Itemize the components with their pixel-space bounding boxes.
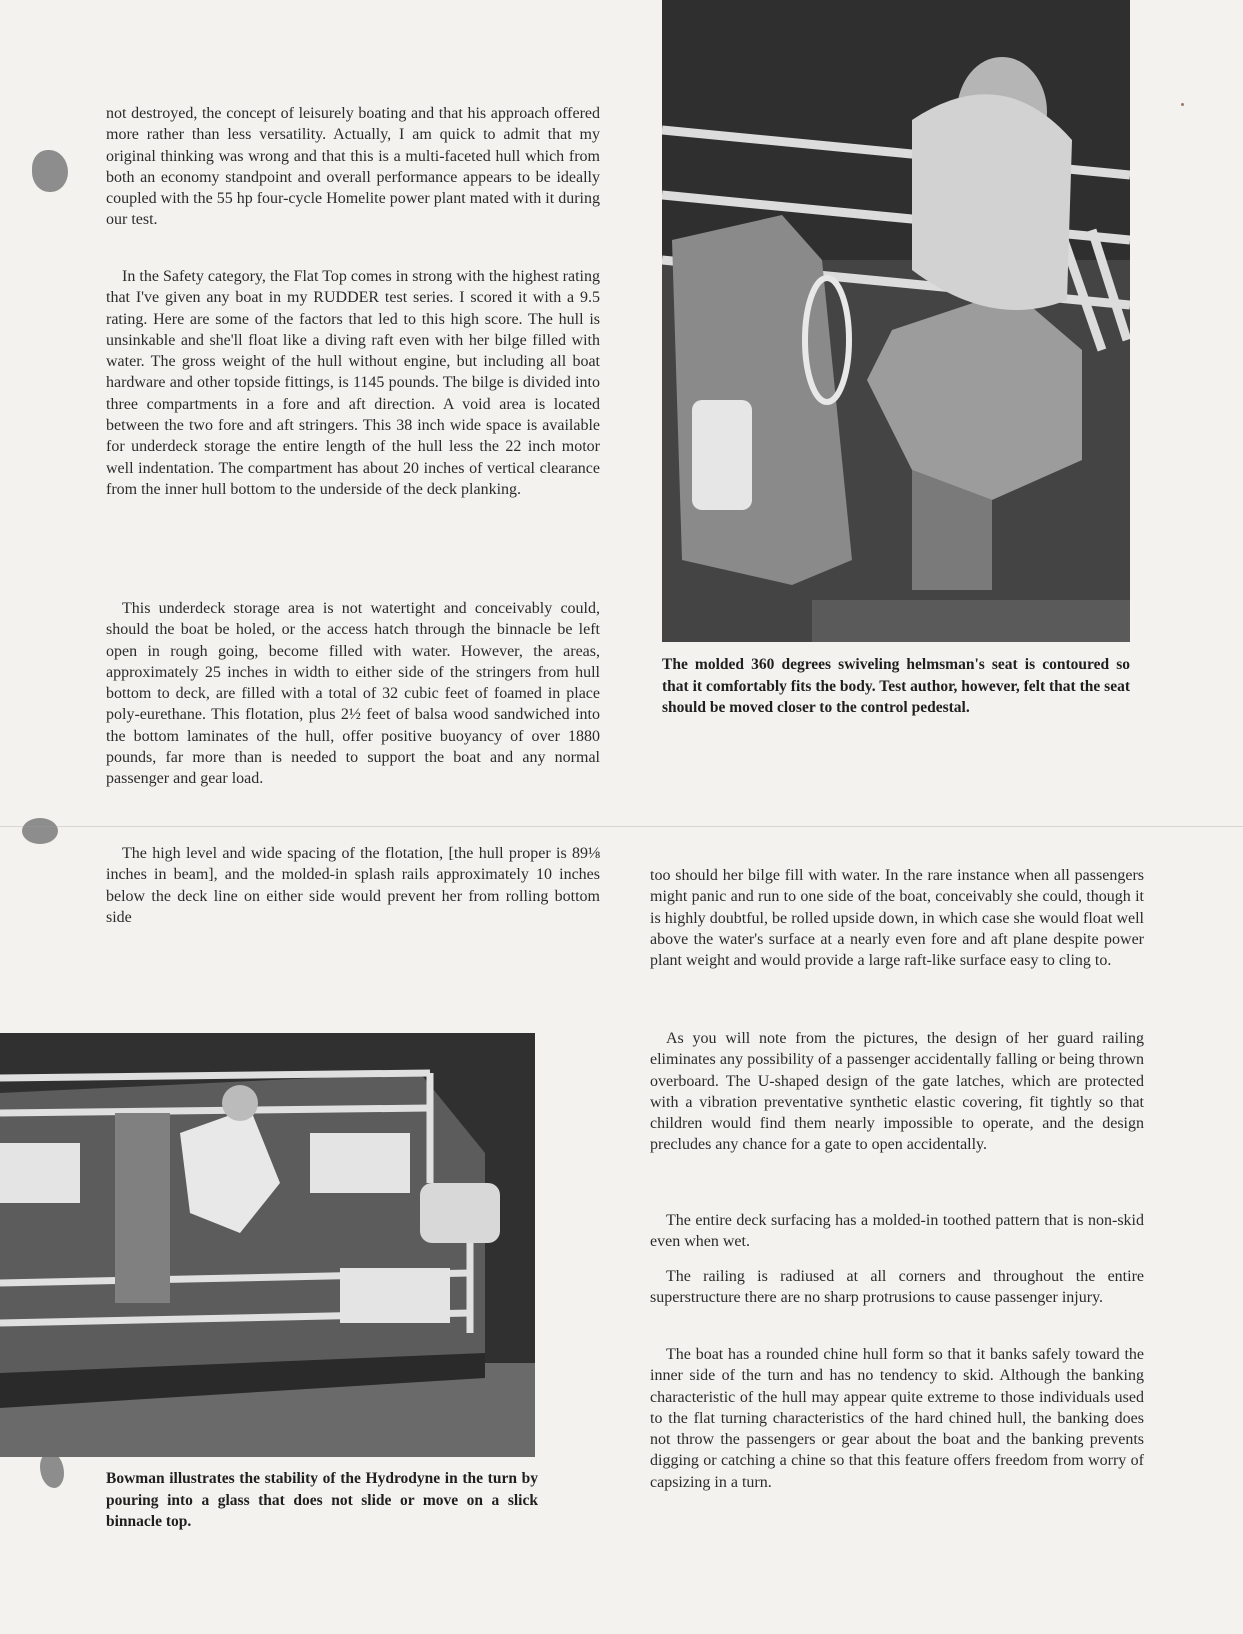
- outboard-motor: [420, 1183, 500, 1243]
- man-sweater: [912, 94, 1072, 310]
- binnacle: [115, 1113, 170, 1303]
- right-paragraph-1: too should her bilge fill with water. In the rare instance when all passengers might panic and run to one side of the boat, conceivably she could, though it is highly doubtful, be rolled upside down, in which case she would float well above the water's surface at a nearly even fore and aft plane despite power plant weight and would provide a large raft-like surface easy to cling to.: [650, 867, 1144, 970]
- right-paragraph-2: As you will note from the pictures, the design of her guard railing eliminates any possibility of a passenger accidentally falling or being thrown overboard. The U-shaped design of the gate latches, which are protected with a vibration preventative synthetic elastic covering, fit tightly so that children would find them nearly impossible to operate, and the design precludes any chance for a gate to open accidentally.: [650, 1030, 1144, 1154]
- page-fold-line: [0, 826, 1243, 827]
- bench-left: [0, 1143, 80, 1203]
- photo-boat-in-turn: [0, 1033, 535, 1457]
- caption-turn-stability: Bowman illustrates the stability of the Hydrodyne in the turn by pouring into a glass that does not slide or move on a slick binnacle top.: [106, 1470, 538, 1530]
- right-paragraph-5: The boat has a rounded chine hull form so that it banks safely toward the inner side of the turn and has no tendency to skid. Although the banking characteristic of the hull may appear quite extreme to those individuals used to the flat turning characteristics of the hard chined hull, the banking does not throw the passengers or gear about the boat and the banking prevents digging or catching a chine so that this feature offers freedom from worry of capsizing in a turn.: [650, 1346, 1144, 1491]
- right-paragraph-3: The entire deck surfacing has a molded-in toothed pattern that is non-skid even when wet.: [650, 1212, 1144, 1251]
- left-paragraph-4: The high level and wide spacing of the flotation, [the hull proper is 89⅛ inches in beam], and the molded-in splash rails approximately 10 inches below the deck line on either side would prevent her from rolling bottom side: [106, 845, 600, 926]
- left-paragraph-1: not destroyed, the concept of leisurely boating and that his approach offered more rather than less versatility. Actually, I am quick to admit that my original thinking was wrong and that this is a multi-faceted hull which from both an economy standpoint and overall performance appears to be ideally coupled with the 55 hp four-cycle Homelite power plant mated with it during our test.: [106, 105, 600, 229]
- helmsman-seat-illustration: [662, 0, 1130, 642]
- bench-right: [310, 1133, 410, 1193]
- right-paragraph-4: The railing is radiused at all corners and throughout the entire superstructure there are no sharp protrusions to cause passenger injury.: [650, 1268, 1144, 1307]
- photo-helmsman-seat: [662, 0, 1130, 642]
- bowman-head: [222, 1085, 258, 1121]
- punch-hole-bottom: [40, 1452, 64, 1488]
- boat-in-turn-illustration: [0, 1033, 535, 1457]
- bench-aft: [340, 1268, 450, 1323]
- left-paragraph-3: This underdeck storage area is not watertight and conceivably could, should the boat be holed, or the access hatch through the binnacle be left open in rough going, become filled with water. However, the areas, approximately 25 inches in width to either side of the stringers from hull bottom to deck, are filled with a total of 32 cubic feet of foamed in place poly-eurethane. This flotation, plus 2½ feet of balsa wood sandwiched into the bottom laminates of the hull, offer positive buoyancy of over 1880 pounds, far more than is needed to support the boat and any normal passenger and gear load.: [106, 600, 600, 788]
- punch-hole-middle: [22, 818, 58, 844]
- caption-helmsman-seat: The molded 360 degrees swiveling helmsman's seat is contoured so that it comfortably fits the body. Test author, however, felt that the seat should be moved closer to the control pedestal.: [662, 656, 1130, 716]
- left-paragraph-2: In the Safety category, the Flat Top comes in strong with the highest rating that I've given any boat in my RUDDER test series. I scored it with a 9.5 rating. Here are some of the factors that led to this high score. The hull is unsinkable and she'll float like a diving raft even with her bilge filled with water. The gross weight of the hull without engine, but including all boat hardware and other topside fittings, is 1145 pounds. The bilge is divided into three compartments in a fore and aft direction. A void area is located between the two fore and aft stringers. This 38 inch wide space is available for underdeck storage the entire length of the hull less the 22 inch motor well indentation. The compartment has about 20 inches of vertical clearance from the inner hull bottom to the underside of the deck planking.: [106, 268, 600, 498]
- punch-hole-top: [32, 150, 68, 192]
- page-speck: [1181, 103, 1184, 106]
- throttle-box: [692, 400, 752, 510]
